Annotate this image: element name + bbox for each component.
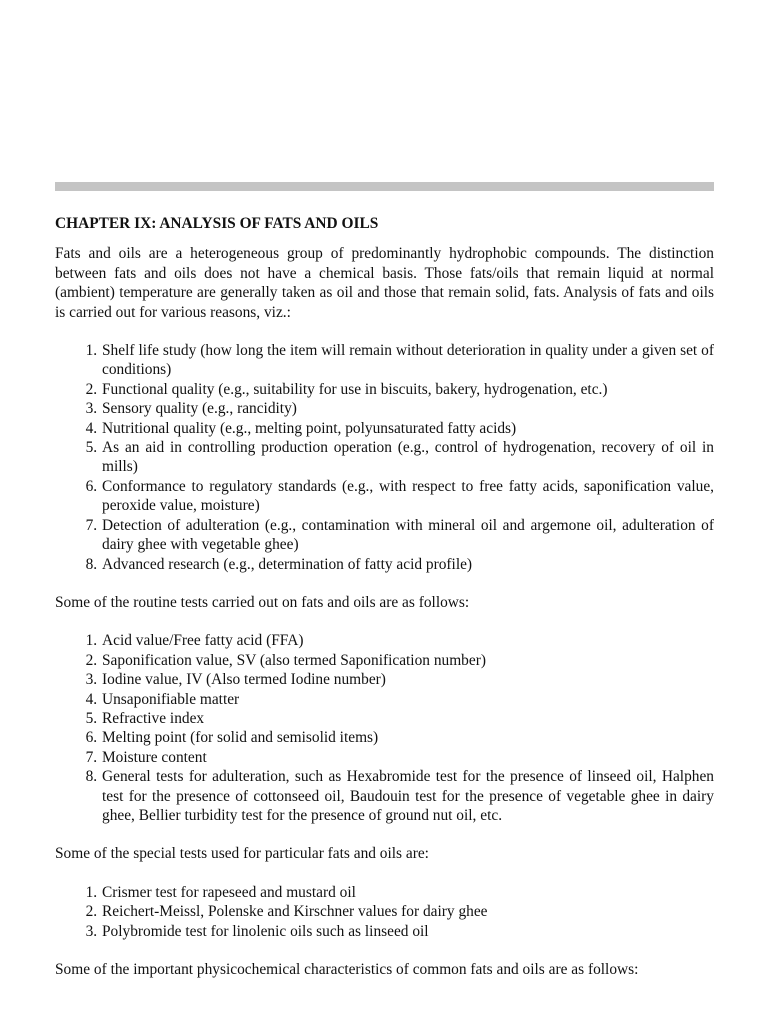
special-tests-list — [55, 883, 714, 941]
special-tests-intro: Some of the special tests used for particular fats and oils are: — [55, 845, 429, 863]
intro-paragraph: Fats and oils are a heterogeneous group of predominantly hydrophobic compounds. The distinction between fats and oils does not have a chemical basis. Those fats/oils that remain liquid at normal (ambient) temperature are generally taken as oil and those that remain solid, fats. Analysis of fats and oils is carried out for various reasons, viz.: — [55, 245, 714, 321]
routine-tests-list — [55, 631, 714, 825]
list-item: 4. Nutritional quality (e.g., melting point, polyunsaturated fatty acids) — [101, 419, 714, 438]
list-item: 6. Melting point (for solid and semisolid items) — [101, 728, 714, 747]
list-item: 1. Crismer test for rapeseed and mustard oil — [101, 883, 714, 902]
list-item: 3. Polybromide test for linolenic oils such as linseed oil — [101, 922, 714, 941]
list-item: 8. Advanced research (e.g., determination of fatty acid profile) — [101, 555, 714, 574]
list-item: 7. Moisture content — [101, 748, 714, 767]
reasons-list — [55, 341, 714, 574]
closing-paragraph: Some of the important physicochemical characteristics of common fats and oils are as follows: — [55, 961, 639, 978]
list-item: 7. Detection of adulteration (e.g., contamination with mineral oil and argemone oil, adulteration of dairy ghee with vegetable ghee) — [101, 516, 714, 555]
list-item: 5. As an aid in controlling production operation (e.g., control of hydrogenation, recovery of oil in mills) — [101, 438, 714, 477]
list-item: 5. Refractive index — [101, 709, 714, 728]
list-item: 1. Acid value/Free fatty acid (FFA) — [101, 631, 714, 650]
routine-tests-intro: Some of the routine tests carried out on fats and oils are as follows: — [55, 593, 470, 611]
list-item: 2. Reichert-Meissl, Polenske and Kirschner values for dairy ghee — [101, 902, 714, 921]
list-item: 2. Saponification value, SV (also termed Saponification number) — [101, 651, 714, 670]
list-item: 4. Unsaponifiable matter — [101, 690, 714, 709]
list-item: 8. General tests for adulteration, such as Hexabromide test for the presence of linseed oil, Halphen test for the presence of cottonseed oil, Baudouin test for the presence of vegetable ghee in dairy ghee, Bellier turbidity test for the presence of ground nut oil, etc. — [101, 767, 714, 825]
chapter-title: CHAPTER IX: ANALYSIS OF FATS AND OILS — [55, 215, 379, 232]
list-item: 6. Conformance to regulatory standards (e.g., with respect to free fatty acids, saponification value, peroxide value, moisture) — [101, 477, 714, 516]
header-rule — [55, 182, 714, 191]
list-item: 3. Iodine value, IV (Also termed Iodine number) — [101, 670, 714, 689]
list-item: 1. Shelf life study (how long the item will remain without deterioration in quality under a given set of conditions) — [101, 341, 714, 380]
list-item: 3. Sensory quality (e.g., rancidity) — [101, 399, 714, 418]
list-item: 2. Functional quality (e.g., suitability for use in biscuits, bakery, hydrogenation, etc.) — [101, 380, 714, 399]
document-body — [55, 214, 714, 979]
